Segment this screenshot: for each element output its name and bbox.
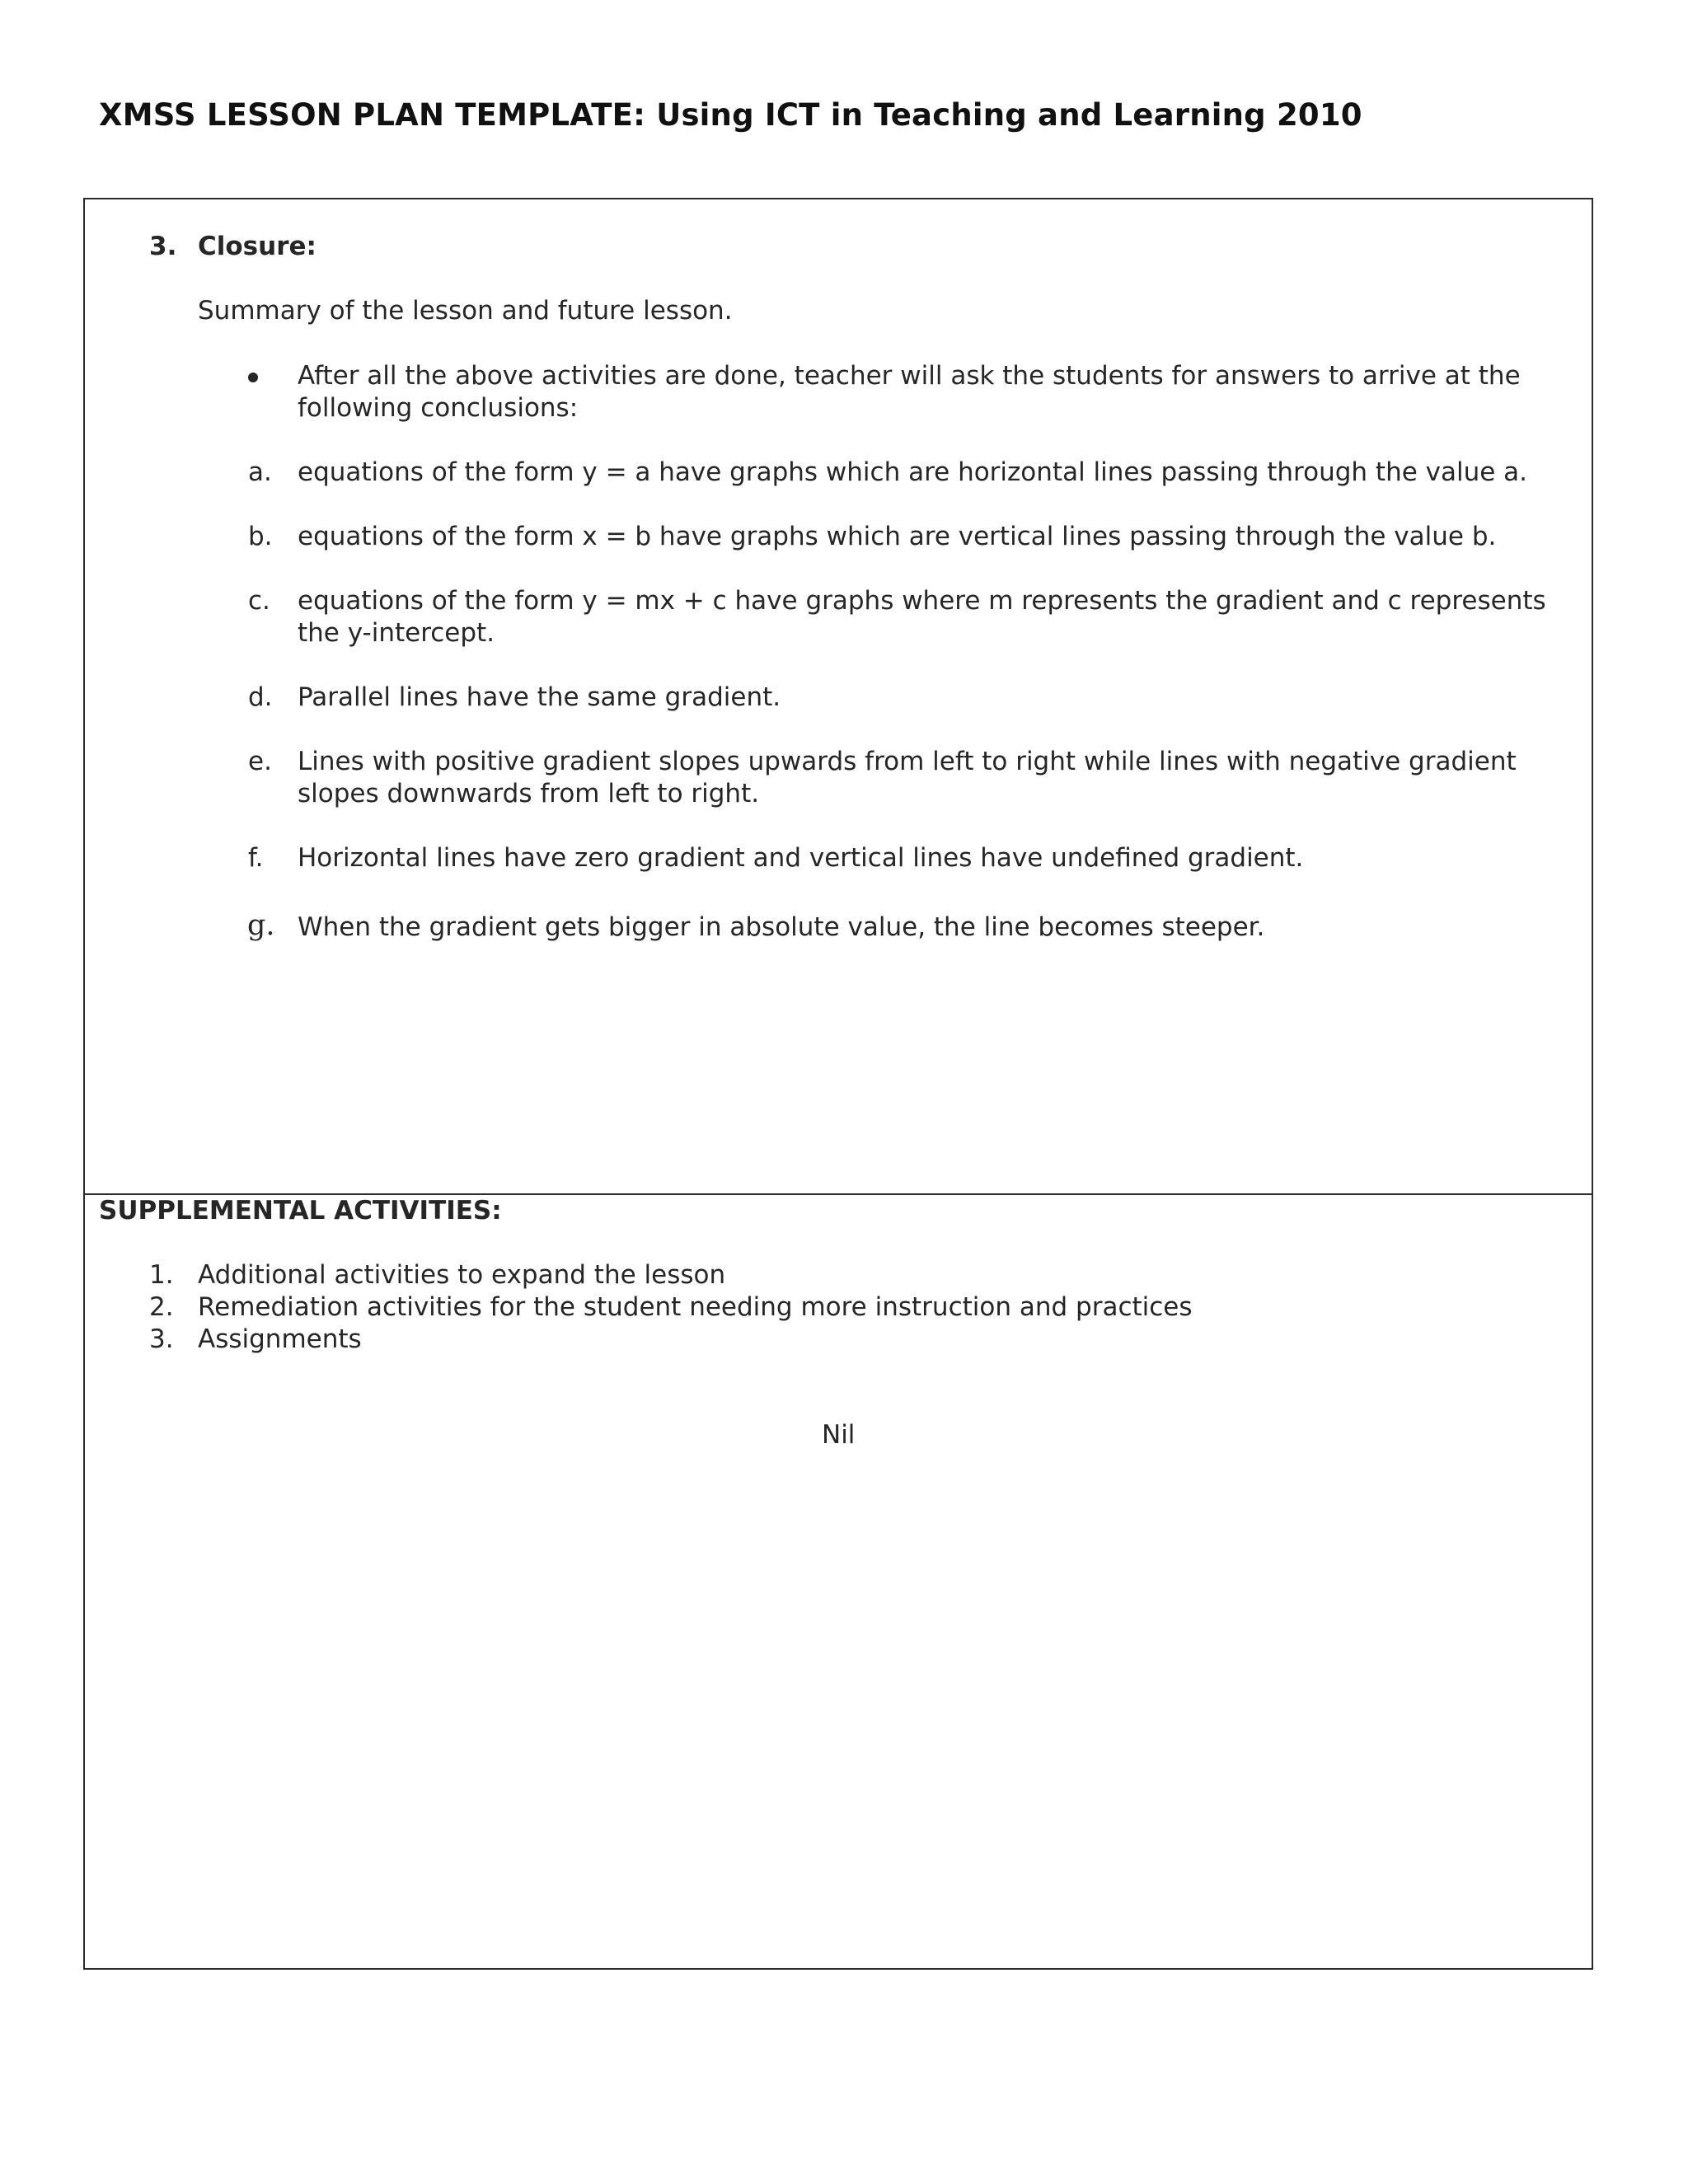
supplemental-heading: SUPPLEMENTAL ACTIVITIES:: [99, 1196, 502, 1226]
conclusion-marker: c.: [248, 586, 270, 616]
supplemental-note: Nil: [822, 1420, 856, 1450]
closure-heading: Closure:: [198, 232, 316, 261]
closure-summary: Summary of the lesson and future lesson.: [198, 296, 733, 326]
conclusion-marker: a.: [248, 457, 272, 487]
supplemental-item: Remediation activities for the student needing more instruction and practices: [198, 1292, 1193, 1322]
closure-bullet-text: After all the above activities are done, teacher will ask the students for answers to arrive at the following conclusions:: [298, 361, 1521, 423]
conclusion-marker: d.: [248, 682, 273, 712]
supplemental-marker: 2.: [149, 1292, 174, 1322]
conclusion-marker: e.: [248, 747, 272, 776]
conclusion-marker: f.: [248, 843, 264, 873]
supplemental-item: Additional activities to expand the lesson: [198, 1260, 726, 1290]
supplemental-item: Assignments: [198, 1324, 362, 1354]
supplemental-marker: 3.: [149, 1324, 174, 1354]
conclusion-text: Parallel lines have the same gradient.: [298, 682, 781, 712]
bullet-icon: [248, 373, 258, 382]
conclusion-marker: b.: [248, 522, 273, 551]
conclusion-text: When the gradient gets bigger in absolute value, the line becomes steeper.: [298, 912, 1265, 942]
conclusion-text: equations of the form y = mx + c have graphs where m represents the gradient and c represents the y-intercept.: [298, 586, 1546, 648]
conclusion-text: equations of the form y = a have graphs which are horizontal lines passing through the value a.: [298, 457, 1528, 487]
conclusion-text: Horizontal lines have zero gradient and vertical lines have undefined gradient.: [298, 843, 1304, 873]
closure-number: 3.: [149, 232, 177, 261]
conclusion-text: Lines with positive gradient slopes upwards from left to right while lines with negative gradient slopes downwards from left to right.: [298, 747, 1517, 808]
conclusion-text: equations of the form x = b have graphs which are vertical lines passing through the value b.: [298, 522, 1497, 551]
page-title: XMSS LESSON PLAN TEMPLATE: Using ICT in Teaching and Learning 2010: [99, 97, 1362, 133]
conclusion-marker: g.: [247, 909, 275, 942]
supplemental-marker: 1.: [149, 1260, 174, 1290]
